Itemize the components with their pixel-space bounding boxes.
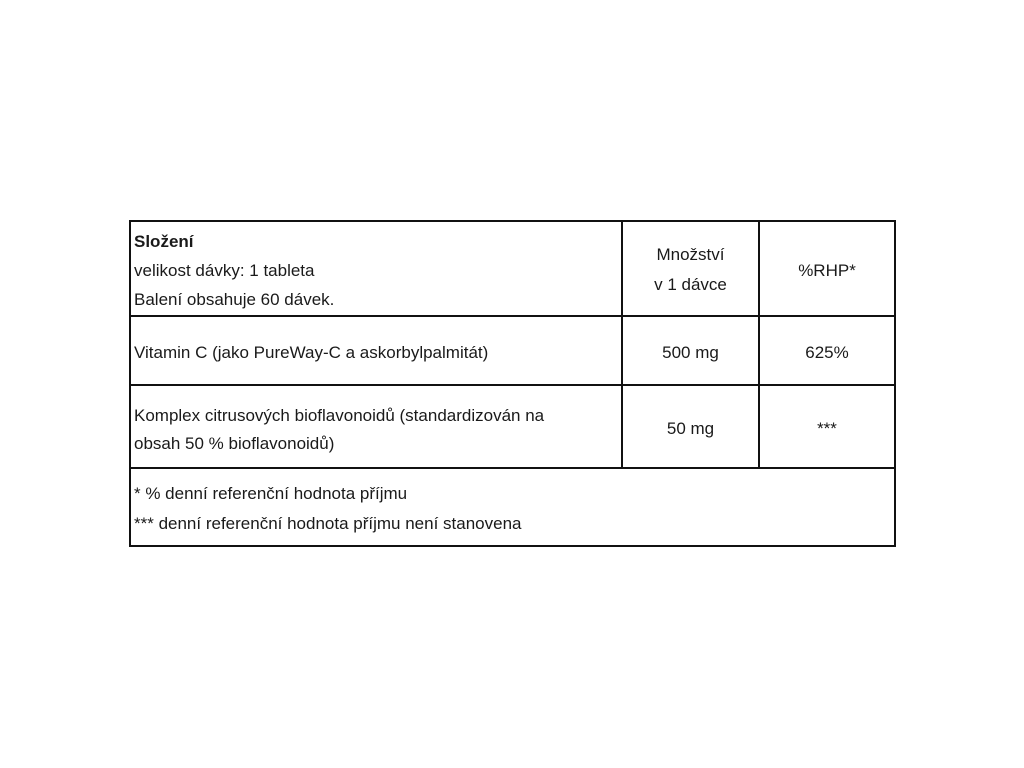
- footnote: * % denní referenční hodnota příjmu: [134, 484, 408, 503]
- composition-table: [129, 220, 896, 547]
- ingredient-name: Vitamin C (jako PureWay-C a askorbylpalmitát): [134, 343, 489, 362]
- rhp-header: %RHP*: [798, 261, 856, 280]
- serving-size: velikost dávky: 1 tableta: [134, 261, 315, 280]
- footnote: *** denní referenční hodnota příjmu není stanovena: [134, 514, 522, 533]
- ingredient-amount: 500 mg: [662, 343, 719, 362]
- row-divider-2: [131, 384, 894, 386]
- amount-header-line2: v 1 dávce: [654, 275, 727, 294]
- row-divider-1: [131, 315, 894, 317]
- ingredient-rhp: 625%: [805, 343, 849, 362]
- ingredient-amount: 50 mg: [666, 419, 715, 438]
- ingredient-rhp: ***: [817, 419, 837, 438]
- ingredient-name: Komplex citrusových bioflavonoidů (standardizován na: [134, 406, 545, 425]
- table-title: Složení: [134, 232, 194, 251]
- amount-header-line1: Množství: [656, 245, 725, 264]
- package-info: Balení obsahuje 60 dávek.: [134, 290, 335, 309]
- row-divider-3: [131, 467, 894, 469]
- ingredient-name-cont: obsah 50 % bioflavonoidů): [134, 434, 335, 453]
